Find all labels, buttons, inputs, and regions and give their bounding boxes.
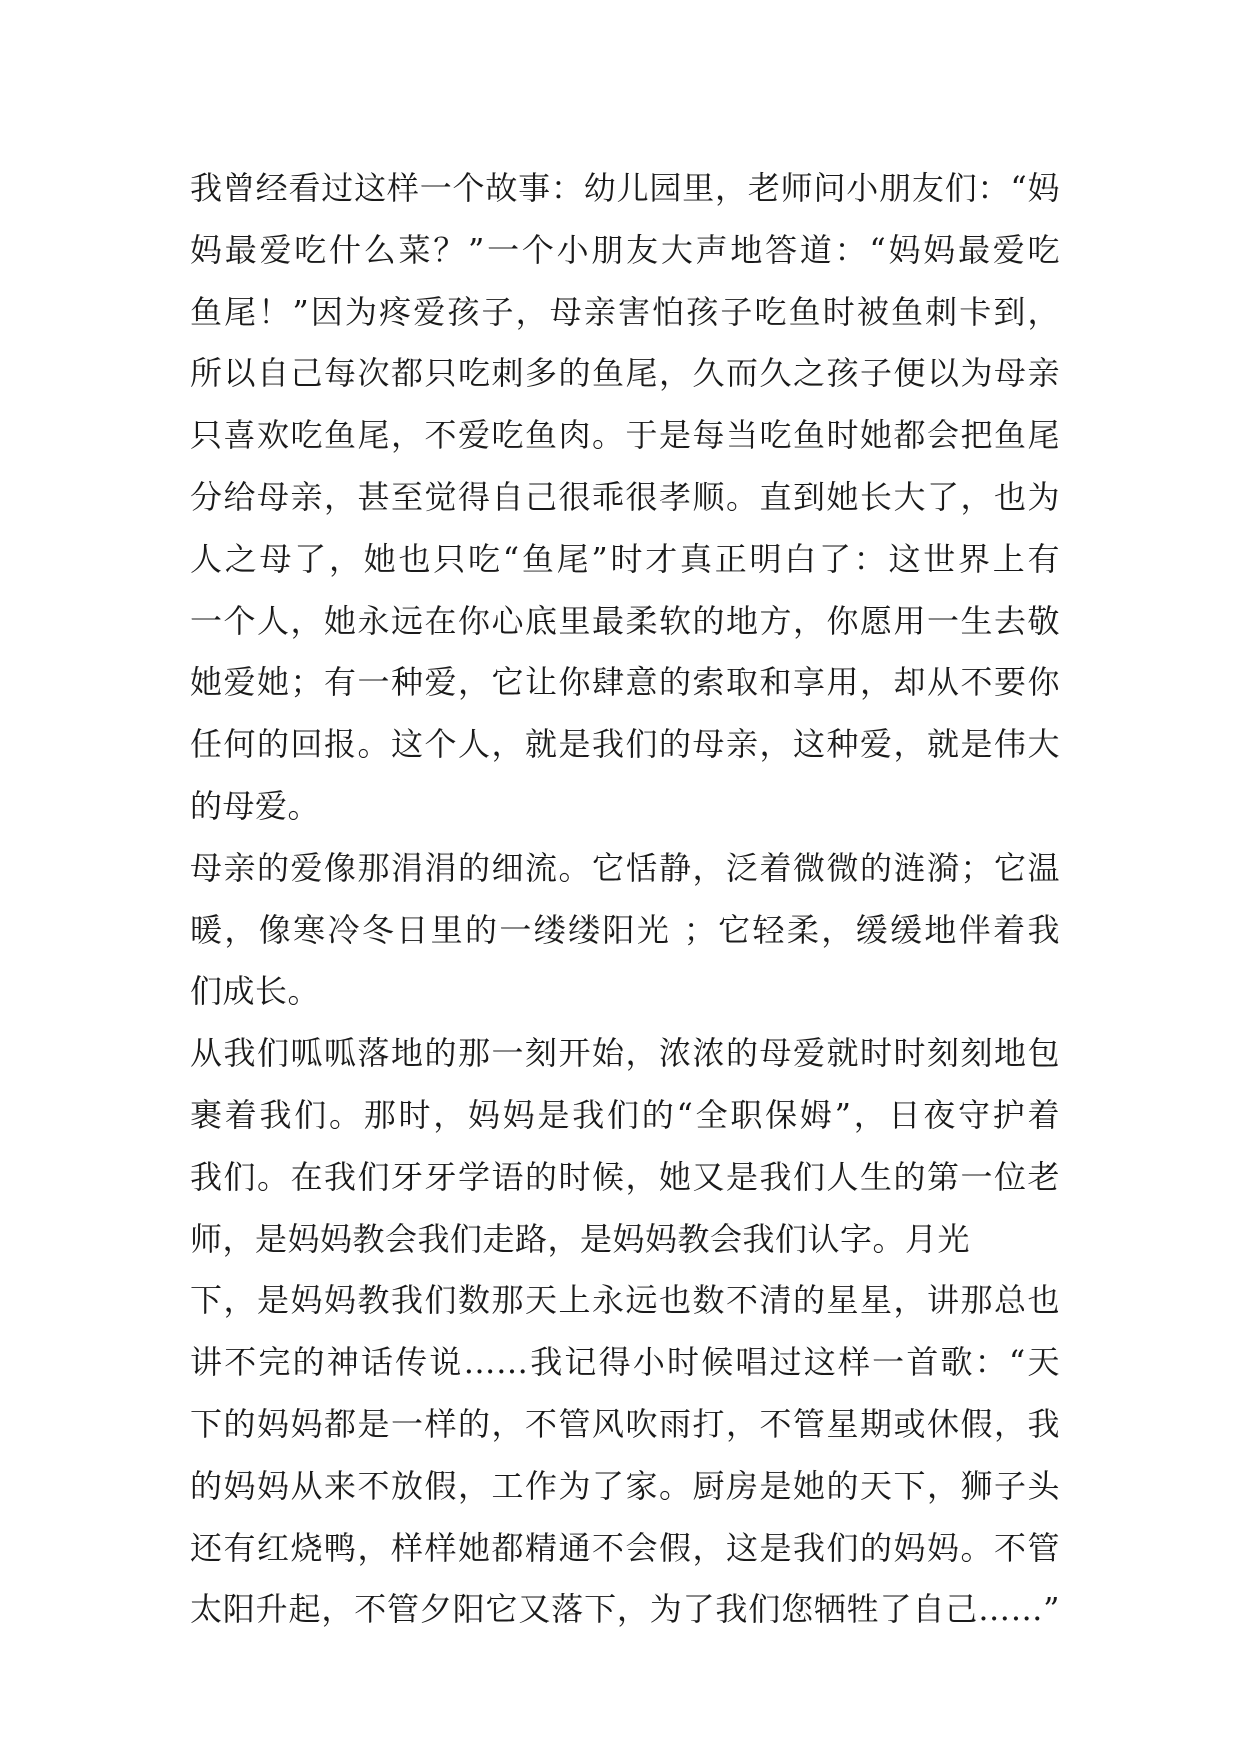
- text-line: 下的妈妈都是一样的，不管风吹雨打，不管星期或休假，我: [190, 1404, 1060, 1443]
- text-line: 只喜欢吃鱼尾，不爱吃鱼肉。于是每当吃鱼时她都会把鱼尾: [190, 416, 1060, 455]
- document-body: [190, 158, 1060, 1641]
- paragraph: [190, 838, 1060, 1023]
- text-line: 母亲的爱像那涓涓的细流。它恬静，泛着微微的涟漪；它温: [190, 848, 1060, 887]
- text-line: 裹着我们。那时，妈妈是我们的“全职保姆”，日夜守护着: [190, 1095, 1060, 1134]
- paragraph: [190, 158, 1060, 838]
- text-line: 太阳升起，不管夕阳它又落下，为了我们您牺牲了自己……”: [190, 1590, 1060, 1629]
- text-line: 还有红烧鸭，样样她都精通不会假，这是我们的妈妈。不管: [190, 1528, 1060, 1567]
- text-line: 的母爱。: [190, 786, 321, 825]
- text-line: 鱼尾！”因为疼爱孩子，母亲害怕孩子吃鱼时被鱼刺卡到，: [190, 292, 1060, 331]
- text-line: 从我们呱呱落地的那一刻开始，浓浓的母爱就时时刻刻地包: [190, 1034, 1060, 1073]
- text-line: 师，是妈妈教会我们走路，是妈妈教会我们认字。月光: [190, 1219, 971, 1258]
- text-line: 她爱她；有一种爱，它让你肆意的索取和享用，却从不要你: [190, 663, 1060, 702]
- text-line: 们成长。: [190, 972, 321, 1011]
- text-line: 暖，像寒冷冬日里的一缕缕阳光 ；它轻柔，缓缓地伴着我: [190, 910, 1060, 949]
- text-line: 的妈妈从来不放假，工作为了家。厨房是她的天下，狮子头: [190, 1466, 1060, 1505]
- text-line: 下，是妈妈教我们数那天上永远也数不清的星星，讲那总也: [190, 1281, 1060, 1320]
- text-line: 我曾经看过这样一个故事：幼儿园里，老师问小朋友们：“妈: [190, 169, 1060, 207]
- text-line: 讲不完的神话传说……我记得小时候唱过这样一首歌：“天: [190, 1343, 1060, 1382]
- text-line: 任何的回报。这个人，就是我们的母亲，这种爱，就是伟大: [190, 725, 1060, 764]
- text-line: 妈最爱吃什么菜？”一个小朋友大声地答道：“妈妈最爱吃: [190, 230, 1060, 269]
- text-line: 分给母亲，甚至觉得自己很乖很孝顺。直到她长大了，也为: [190, 477, 1060, 516]
- text-line: 所以自己每次都只吃刺多的鱼尾，久而久之孩子便以为母亲: [190, 354, 1060, 393]
- text-line: 我们。在我们牙牙学语的时候，她又是我们人生的第一位老: [190, 1157, 1060, 1196]
- paragraph: [190, 1023, 1060, 1641]
- text-line: 一个人，她永远在你心底里最柔软的地方，你愿用一生去敬: [190, 601, 1060, 640]
- text-line: 人之母了，她也只吃“鱼尾”时才真正明白了：这世界上有: [190, 539, 1060, 578]
